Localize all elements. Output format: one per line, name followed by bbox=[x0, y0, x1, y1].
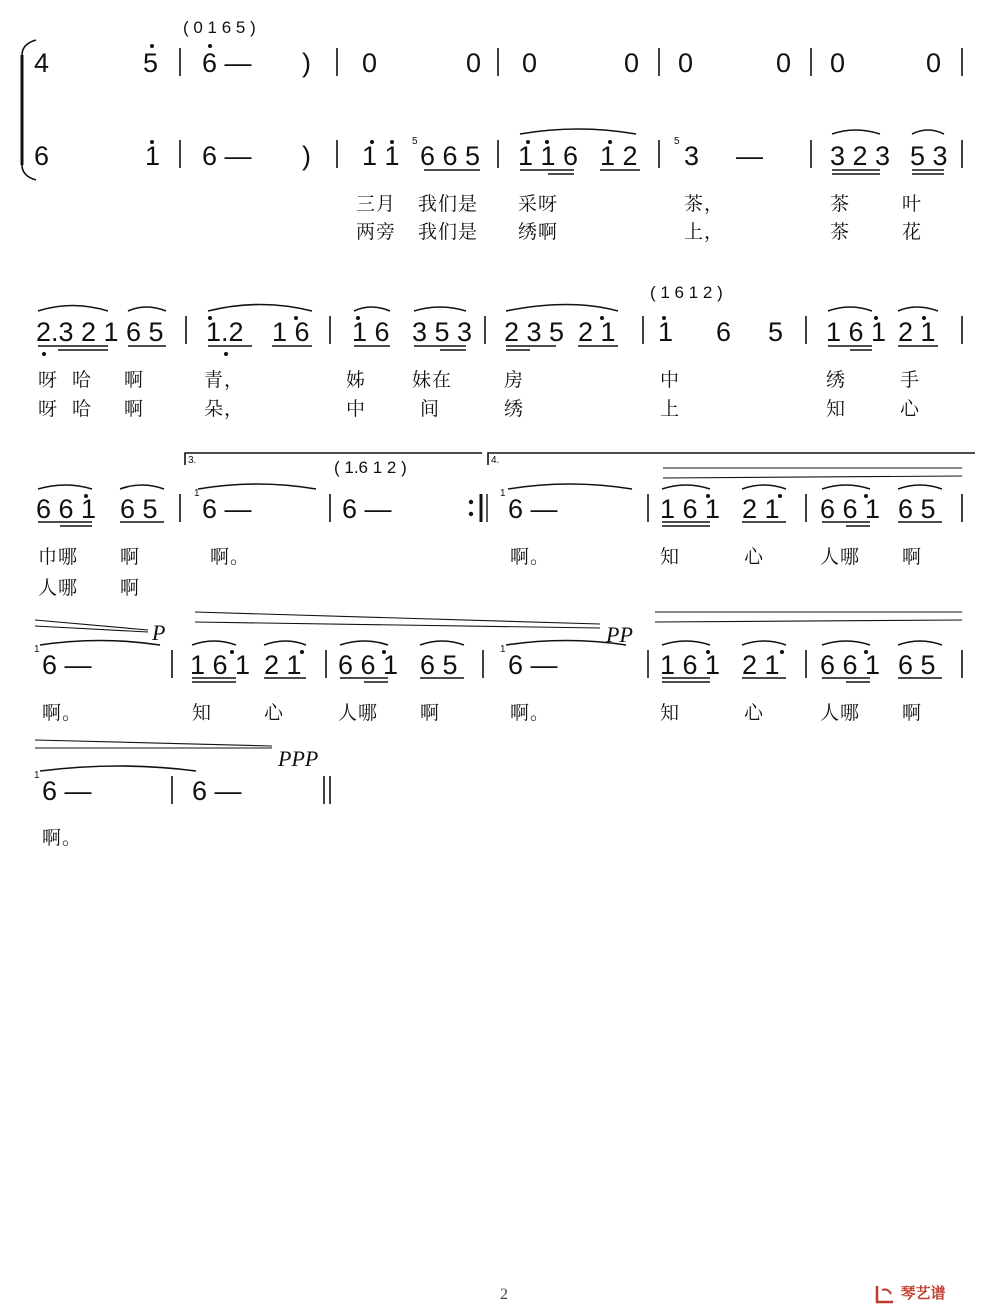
lyric: 心 bbox=[264, 702, 285, 724]
lyric: 啊。 bbox=[210, 546, 251, 568]
lyric: 间 bbox=[420, 398, 441, 420]
lyric: 姊 bbox=[346, 369, 367, 391]
volta-label: 4. bbox=[491, 455, 500, 466]
note: 6 — bbox=[42, 776, 92, 806]
lyric: 心 bbox=[744, 702, 765, 724]
note: 6 5 bbox=[898, 650, 936, 680]
lyric: 啊 bbox=[902, 702, 923, 724]
grace-note: 1 bbox=[500, 488, 506, 499]
lyric: 呀 bbox=[38, 398, 59, 420]
note: 6 5 bbox=[420, 650, 458, 680]
lyric: 啊 bbox=[124, 369, 145, 391]
note: 2 1 bbox=[264, 650, 302, 680]
paren-close: ) bbox=[302, 48, 311, 78]
note: 2 1 bbox=[742, 650, 780, 680]
lyric: 三月 bbox=[356, 193, 397, 215]
dynamic-mark: PPP bbox=[278, 746, 319, 771]
note: 6 5 bbox=[120, 494, 158, 524]
lyric: 中 bbox=[346, 398, 367, 420]
lyric: 哈 bbox=[72, 398, 93, 420]
note: 6 bbox=[716, 317, 732, 347]
dynamic-mark: PP bbox=[606, 622, 633, 647]
lyric: 我们是 bbox=[418, 193, 479, 215]
page-number: 2 bbox=[500, 1286, 508, 1303]
note: 2 1 bbox=[742, 494, 780, 524]
note: 5 bbox=[768, 317, 784, 347]
note: 6 — bbox=[42, 650, 92, 680]
note: 1 6 bbox=[272, 317, 310, 347]
note: 1 6 1 bbox=[826, 317, 887, 347]
note: 3 bbox=[684, 141, 700, 171]
note: 6 6 1 bbox=[820, 494, 881, 524]
note: 6 6 1 bbox=[36, 494, 97, 524]
lyric: 知 bbox=[660, 702, 681, 724]
grace-note: 1 bbox=[194, 488, 200, 499]
lyric: 知 bbox=[192, 702, 213, 724]
dash: — bbox=[736, 141, 763, 171]
note: 2.3 2 1 bbox=[36, 317, 119, 347]
volta-label: 3. bbox=[188, 455, 197, 466]
note: 1 6 1 bbox=[660, 494, 721, 524]
note: 6 — bbox=[192, 776, 242, 806]
note: 1.2 bbox=[206, 317, 244, 347]
note: 2 3 5 bbox=[504, 317, 565, 347]
lyric: 心 bbox=[744, 546, 765, 568]
lyric: 青， bbox=[204, 369, 245, 391]
note: 6 bbox=[34, 141, 50, 171]
note: 5 3 bbox=[910, 141, 948, 171]
note: 1 2 bbox=[600, 141, 638, 171]
grace-note: 1 bbox=[34, 644, 40, 655]
lyric: 啊。 bbox=[510, 702, 551, 724]
lyric: 绣 bbox=[504, 398, 525, 420]
lyric: 茶 bbox=[830, 193, 851, 215]
note: 1 1 bbox=[362, 141, 400, 171]
grace-note: 1 bbox=[34, 770, 40, 781]
lyric: 我们是 bbox=[418, 221, 479, 243]
note: 1 6 1 bbox=[190, 650, 251, 680]
lyric: 巾哪 bbox=[38, 546, 79, 568]
lyric: 采呀 bbox=[518, 193, 559, 215]
row1-upper-paren: ( 0 1 6 5 ) bbox=[183, 18, 256, 37]
note: 4 bbox=[34, 48, 50, 78]
lyric: 绣啊 bbox=[518, 221, 559, 243]
row3-paren: ( 1.6 1 2 ) bbox=[334, 458, 407, 477]
note: 6 — bbox=[202, 48, 252, 78]
lyric: 啊。 bbox=[510, 546, 551, 568]
note: 3 5 3 bbox=[412, 317, 473, 347]
note: 6 — bbox=[342, 494, 392, 524]
rest: 0 bbox=[776, 48, 792, 78]
row2-paren: ( 1 6 1 2 ) bbox=[650, 283, 723, 302]
lyric: 知 bbox=[826, 398, 847, 420]
lyric: 哈 bbox=[72, 369, 93, 391]
lyric: 啊。 bbox=[42, 702, 83, 724]
lyric: 花 bbox=[902, 221, 923, 243]
lyric: 房 bbox=[504, 369, 525, 391]
lyric: 人哪 bbox=[338, 702, 379, 724]
rest: 0 bbox=[926, 48, 942, 78]
note: 3 2 3 bbox=[830, 141, 891, 171]
note: 1 6 bbox=[352, 317, 390, 347]
note: 6 5 bbox=[898, 494, 936, 524]
lyric: 人哪 bbox=[38, 577, 79, 599]
note: 5 bbox=[143, 48, 159, 78]
note: 2 1 bbox=[578, 317, 616, 347]
note: 6 6 1 bbox=[820, 650, 881, 680]
note: 6 — bbox=[508, 494, 558, 524]
lyric: 啊 bbox=[120, 577, 141, 599]
paren-close: ) bbox=[302, 141, 311, 171]
rest: 0 bbox=[522, 48, 538, 78]
rest: 0 bbox=[466, 48, 482, 78]
lyric: 妹在 bbox=[412, 369, 453, 391]
lyric: 中 bbox=[660, 369, 681, 391]
lyric: 啊。 bbox=[42, 827, 83, 849]
lyric: 啊 bbox=[120, 546, 141, 568]
note: 1 bbox=[145, 141, 161, 171]
lyric: 绣 bbox=[826, 369, 847, 391]
lyric: 啊 bbox=[420, 702, 441, 724]
dynamic-mark: P bbox=[152, 620, 166, 645]
lyric: 朵， bbox=[204, 398, 245, 420]
grace-note: 1 bbox=[500, 644, 506, 655]
rest: 0 bbox=[830, 48, 846, 78]
lyric: 上 bbox=[660, 398, 681, 420]
note: 1 bbox=[658, 317, 674, 347]
rest: 0 bbox=[362, 48, 378, 78]
note: 1 6 1 bbox=[660, 650, 721, 680]
note: 6 — bbox=[202, 494, 252, 524]
lyric: 呀 bbox=[38, 369, 59, 391]
note: 6 6 1 bbox=[338, 650, 399, 680]
brand-mark-icon bbox=[874, 1284, 896, 1304]
rest: 0 bbox=[624, 48, 640, 78]
lyric: 茶 bbox=[830, 221, 851, 243]
grace-note: 5 bbox=[412, 136, 418, 147]
note: 6 6 5 bbox=[420, 141, 481, 171]
lyric: 茶， bbox=[684, 193, 725, 215]
note: 1 1 6 bbox=[518, 141, 579, 171]
lyric: 上， bbox=[684, 221, 725, 243]
lyric: 啊 bbox=[124, 398, 145, 420]
rest: 0 bbox=[678, 48, 694, 78]
lyric: 人哪 bbox=[820, 546, 861, 568]
note: 2 1 bbox=[898, 317, 936, 347]
lyric: 叶 bbox=[902, 193, 923, 215]
lyric: 啊 bbox=[902, 546, 923, 568]
lyric: 人哪 bbox=[820, 702, 861, 724]
lyric: 两旁 bbox=[356, 221, 397, 243]
note: 6 — bbox=[508, 650, 558, 680]
lyric: 手 bbox=[900, 369, 921, 391]
brand-logo bbox=[874, 1282, 945, 1304]
note: 6 5 bbox=[126, 317, 164, 347]
grace-note: 5 bbox=[674, 136, 680, 147]
note: 6 — bbox=[202, 141, 252, 171]
lyric: 心 bbox=[900, 398, 921, 420]
brand-name: 琴艺谱 bbox=[900, 1284, 946, 1302]
lyric: 知 bbox=[660, 546, 681, 568]
